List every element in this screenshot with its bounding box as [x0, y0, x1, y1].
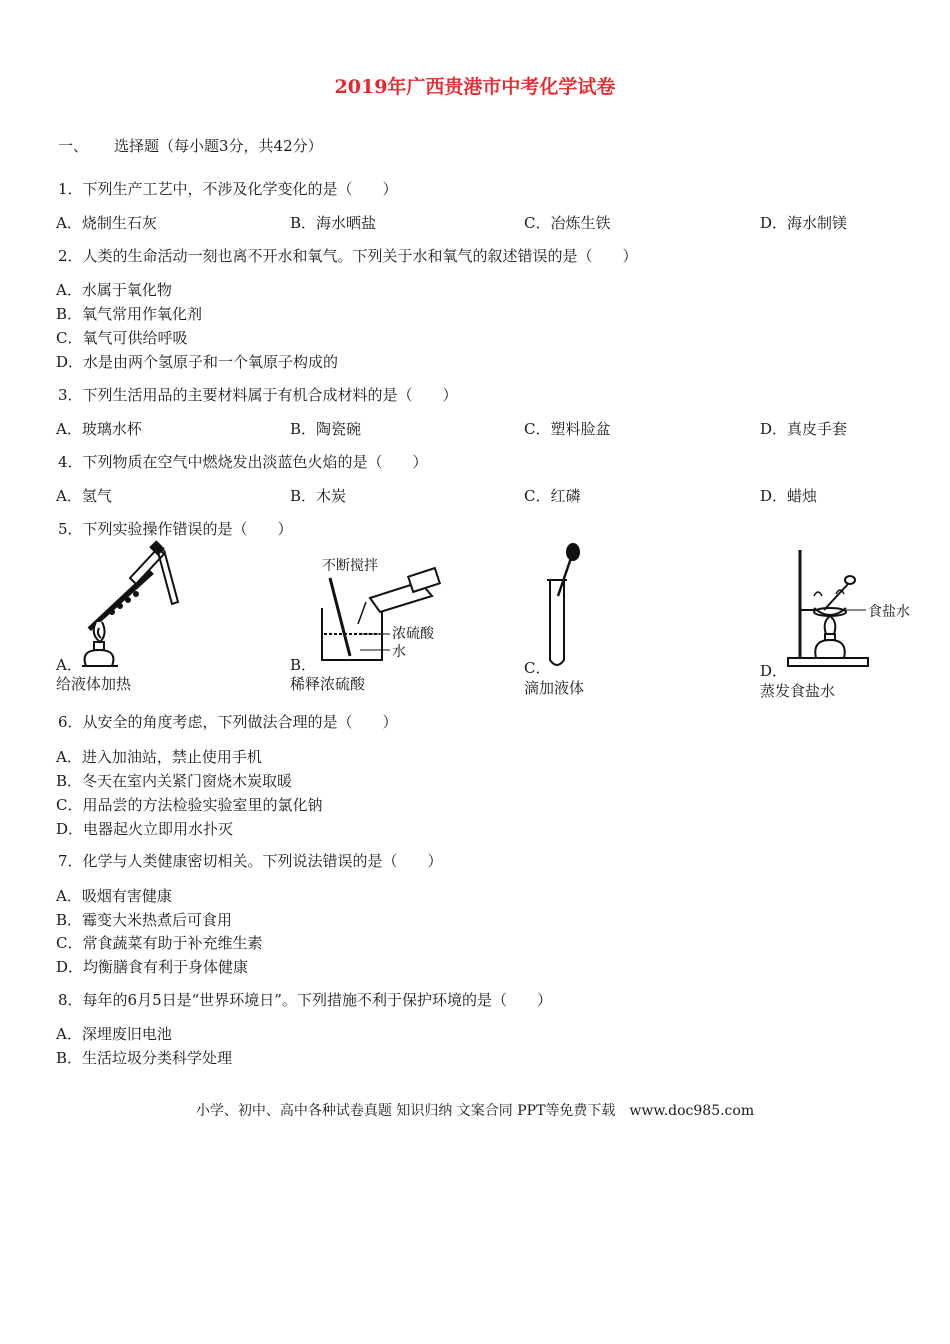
q2-option-a: A．水属于氧化物: [56, 281, 172, 299]
q6-option-c: C．用品尝的方法检验实验室里的氯化钠: [56, 796, 323, 814]
question-8: 8．每年的6月5日是“世界环境日”。下列措施不利于保护环境的是（ ）: [58, 991, 552, 1009]
q3-option-b: B．陶瓷碗: [290, 420, 362, 438]
question-3: 3．下列生活用品的主要材料属于有机合成材料的是（ ）: [58, 386, 458, 404]
figure-d-caption: 蒸发食盐水: [760, 682, 836, 700]
q7-option-b: B．霉变大米热煮后可食用: [56, 911, 233, 929]
figure-heating-liquid: [60, 538, 190, 668]
q1-option-c: C．冶炼生铁: [524, 214, 611, 232]
figure-d-letter: D．: [760, 662, 788, 680]
q8-option-a: A．深埋废旧电池: [56, 1025, 172, 1043]
q3-option-d: D．真皮手套: [760, 420, 848, 438]
q7-option-d: D．均衡膳食有利于身体健康: [56, 958, 249, 976]
q1-option-b: B．海水晒盐: [290, 214, 377, 232]
q7-option-c: C．常食蔬菜有助于补充维生素: [56, 934, 263, 952]
q6-option-a: A．进入加油站，禁止使用手机: [56, 748, 262, 766]
q4-option-b: B．木炭: [290, 487, 347, 505]
question-1: 1．下列生产工艺中，不涉及化学变化的是（ ）: [58, 180, 398, 198]
q1-option-a: A．烧制生石灰: [56, 214, 157, 232]
q4-option-c: C．红磷: [524, 487, 581, 505]
question-7: 7．化学与人类健康密切相关。下列说法错误的是（ ）: [58, 852, 443, 870]
question-5: 5．下列实验操作错误的是（ ）: [58, 520, 293, 538]
section-number: 一、: [58, 137, 89, 155]
q2-option-b: B．氧气常用作氧化剂: [56, 305, 203, 323]
q6-option-d: D．电器起火立即用水扑灭: [56, 820, 234, 838]
question-4: 4．下列物质在空气中燃烧发出淡蓝色火焰的是（ ）: [58, 453, 428, 471]
figure-a-letter: A．: [56, 656, 82, 674]
q4-option-d: D．蜡烛: [760, 487, 818, 505]
q7-option-a: A．吸烟有害健康: [56, 887, 172, 905]
figure-c-caption: 滴加液体: [524, 679, 585, 697]
page-title: 2019年广西贵港市中考化学试卷: [334, 76, 616, 98]
q1-option-d: D．海水制镁: [760, 214, 848, 232]
label-salt-water: 食盐水: [868, 604, 910, 620]
figure-b-caption: 稀释浓硫酸: [290, 675, 366, 693]
question-6: 6．从安全的角度考虑，下列做法合理的是（ ）: [58, 713, 398, 731]
label-stir: 不断搅拌: [322, 558, 378, 574]
label-water: 水: [392, 644, 406, 660]
section-label: 选择题（每小题3分，共42分）: [114, 137, 323, 155]
figure-evaporating: [784, 546, 934, 672]
q3-option-c: C．塑料脸盆: [524, 420, 611, 438]
figure-diluting-acid: [300, 552, 470, 667]
q2-option-c: C．氧气可供给呼吸: [56, 329, 188, 347]
q2-option-d: D．水是由两个氢原子和一个氧原子构成的: [56, 353, 339, 371]
figure-c-letter: C．: [524, 659, 551, 677]
question-2: 2．人类的生命活动一刻也离不开水和氧气。下列关于水和氧气的叙述错误的是（ ）: [58, 247, 638, 265]
figure-dropping-liquid: [540, 542, 590, 672]
q8-option-b: B．生活垃圾分类科学处理: [56, 1049, 233, 1067]
q6-option-b: B．冬天在室内关紧门窗烧木炭取暖: [56, 772, 293, 790]
figure-b-letter: B．: [290, 656, 317, 674]
figure-a-caption: 给液体加热: [56, 675, 132, 693]
label-conc-acid: 浓硫酸: [392, 626, 434, 642]
q3-option-a: A．玻璃水杯: [56, 420, 142, 438]
q4-option-a: A．氢气: [56, 487, 112, 505]
footer-note: 小学、初中、高中各种试卷真题 知识归纳 文案合同 PPT等免费下载 www.doc985.com: [195, 1103, 755, 1119]
